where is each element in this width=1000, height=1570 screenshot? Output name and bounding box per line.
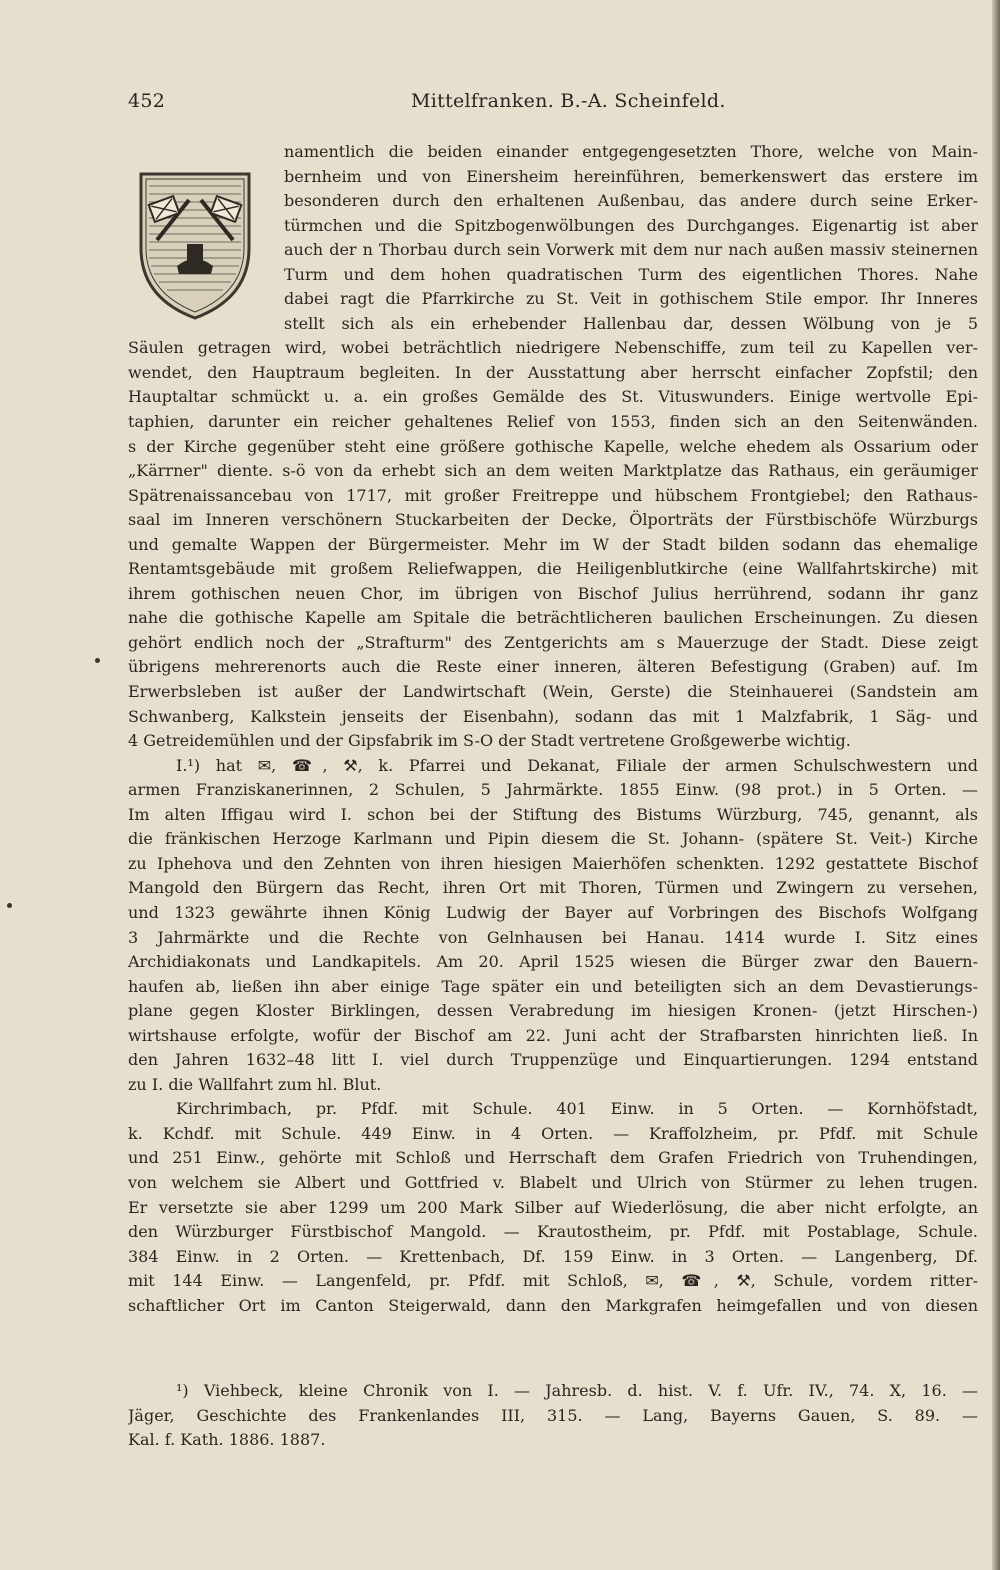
text-line: Er versetzte sie aber 1299 um 200 Mark Silber auf Wiederlösung, die aber nicht erfolgte, an <box>128 1197 978 1217</box>
footnote-line: Jäger, Geschichte des Frankenlandes III, 315. — Lang, Bayerns Gauen, S. 89. — <box>128 1405 978 1425</box>
text-line: Kirchrimbach, pr. Pfdf. mit Schule. 401 Einw. in 5 Orten. — Kornhöfstadt, <box>176 1099 978 1119</box>
text-line: taphien, darunter ein reicher gehaltenes Relief von 1553, finden sich an den Seitenwänden. <box>128 412 978 432</box>
text-line: Hauptaltar schmückt u. a. ein großes Gemälde des St. Vituswunders. Einige wertvolle Epi- <box>128 387 978 407</box>
text-line: wendet, den Hauptraum begleiten. In der Ausstattung aber herrscht einfacher Zopfstil; den <box>128 362 978 382</box>
margin-dot <box>7 903 12 908</box>
page-edge <box>992 0 1000 1570</box>
text-line: übrigens mehrerenorts auch die Reste einer inneren, älteren Befestigung (Graben) auf. Im <box>128 657 978 677</box>
text-line: k. Kchdf. mit Schule. 449 Einw. in 4 Orten. — Kraffolzheim, pr. Pfdf. mit Schule <box>128 1123 978 1143</box>
text-line: schaftlicher Ort im Canton Steigerwald, dann den Markgrafen heimgefallen und von diesen <box>128 1295 978 1315</box>
running-title: Mittelfranken. B.-A. Scheinfeld. <box>411 90 726 112</box>
text-line: wirtshause erfolgte, wofür der Bischof am 22. Juni acht der Strafbarsten hinrichten ließ. In <box>128 1025 978 1045</box>
text-line: haufen ab, ließen ihn aber einige Tage später ein und beteiligten sich an dem Devastierungs- <box>128 976 978 996</box>
footnote-line: ¹) Viehbeck, kleine Chronik von I. — Jahresb. d. hist. V. f. Ufr. IV., 74. X, 16. — <box>176 1381 978 1400</box>
text-line: und gemalte Wappen der Bürgermeister. Mehr im W der Stadt bilden sodann das ehemalige <box>128 534 978 554</box>
body-text <box>128 140 978 1318</box>
page-number: 452 <box>128 90 166 112</box>
text-line: Erwerbsleben ist außer der Landwirtschaft (Wein, Gerste) die Steinhauerei (Sandstein am <box>128 682 978 702</box>
text-line: Archidiakonats und Landkapitels. Am 20. April 1525 wiesen die Bürger zwar den Bauern- <box>128 952 978 972</box>
footnotes <box>128 1378 978 1452</box>
text-line: die fränkischen Herzoge Karlmann und Pipin diesem die St. Johann- (spätere St. Veit-) Kirche <box>128 829 978 849</box>
text-line: Mangold den Bürgern das Recht, ihren Ort mit Thoren, Türmen und Zwingern zu versehen, <box>128 878 978 898</box>
text-line: besonderen durch den erhaltenen Außenbau, das andere durch seine Erker- <box>284 191 978 211</box>
text-line: saal im Inneren verschönern Stuckarbeiten der Decke, Ölporträts der Fürstbischöfe Würzburgs <box>128 510 978 530</box>
text-line: 4 Getreidemühlen und der Gipsfabrik im S-O der Stadt vertretene Großgewerbe wichtig. <box>128 731 851 751</box>
text-line: den Jahren 1632–48 litt I. viel durch Truppenzüge und Einquartierungen. 1294 entstand <box>128 1050 978 1070</box>
text-line: auch der n Thorbau durch sein Vorwerk mit dem nur nach außen massiv steinernen <box>284 240 978 260</box>
margin-dot <box>95 658 100 663</box>
text-line: armen Franziskanerinnen, 2 Schulen, 5 Jahrmärkte. 1855 Einw. (98 prot.) in 5 Orten. — <box>128 780 978 800</box>
text-line: bernheim und von Einersheim hereinführen, bemerkenswert das erstere im <box>284 166 978 186</box>
text-line: mit 144 Einw. — Langenfeld, pr. Pfdf. mit Schloß, ✉, ☎, ⚒, Schule, vordem ritter- <box>128 1271 978 1291</box>
text-line: türmchen und die Spitzbogenwölbungen des Durchganges. Eigenartig ist aber <box>284 215 978 235</box>
text-line: Schwanberg, Kalkstein jenseits der Eisenbahn), sodann das mit 1 Malzfabrik, 1 Säg- und <box>128 706 978 726</box>
text-line: ihrem gothischen neuen Chor, im übrigen von Bischof Julius herrührend, sodann ihr ganz <box>128 583 978 603</box>
text-line: Spätrenaissancebau von 1717, mit großer Freitreppe und hübschem Frontgiebel; den Rathaus- <box>128 485 978 505</box>
text-line: s der Kirche gegenüber steht eine größere gothische Kapelle, welche ehedem als Ossarium oder <box>128 436 978 456</box>
text-line: und 1323 gewährte ihnen König Ludwig der Bayer auf Vorbringen des Bischofs Wolfgang <box>128 902 978 922</box>
text-line: „Kärrner" diente. s-ö von da erhebt sich an dem weiten Marktplatze das Rathaus, ein geräumiger <box>128 461 978 481</box>
text-line: I.¹) hat ✉, ☎, ⚒, k. Pfarrei und Dekanat, Filiale der armen Schulschwestern und <box>176 755 978 775</box>
text-line: Turm und dem hohen quadratischen Turm des eigentlichen Thores. Nahe <box>284 264 978 284</box>
text-line: namentlich die beiden einander entgegengesetzten Thore, welche von Main- <box>284 142 978 161</box>
text-line: 384 Einw. in 2 Orten. — Krettenbach, Df. 159 Einw. in 3 Orten. — Langenberg, Df. <box>128 1246 978 1266</box>
text-line: plane gegen Kloster Birklingen, dessen Verabredung im hiesigen Kronen- (jetzt Hirschen-) <box>128 1001 978 1021</box>
text-line: zu Iphehova und den Zehnten von ihren hiesigen Maierhöfen schenkten. 1292 gestattete Bischof <box>128 853 978 873</box>
text-line: nahe die gothische Kapelle am Spitale die beträchtlicheren baulichen Erscheinungen. Zu diesen <box>128 608 978 628</box>
text-line: Im alten Iffigau wird I. schon bei der Stiftung des Bistums Würzburg, 745, genannt, als <box>128 804 978 824</box>
footnote-line: Kal. f. Kath. 1886. 1887. <box>128 1430 326 1450</box>
text-line: stellt sich als ein erhebender Hallenbau dar, dessen Wölbung von je 5 <box>284 313 978 333</box>
text-line: gehört endlich noch der „Strafturm" des Zentgerichts am s Mauerzuge der Stadt. Diese zeigt <box>128 632 978 652</box>
text-line: 3 Jahrmärkte und die Rechte von Gelnhausen bei Hanau. 1414 wurde I. Sitz eines <box>128 927 978 947</box>
text-line: Säulen getragen wird, wobei beträchtlich niedrigere Nebenschiffe, zum teil zu Kapellen ver- <box>128 338 978 358</box>
text-line: zu I. die Wallfahrt zum hl. Blut. <box>128 1074 382 1094</box>
text-line: von welchem sie Albert und Gottfried v. Blabelt und Ulrich von Stürmer zu lehen trugen. <box>128 1172 978 1192</box>
text-line: Rentamtsgebäude mit großem Reliefwappen, die Heiligenblutkirche (eine Wallfahrtskirche) mit <box>128 559 978 579</box>
text-line: und 251 Einw., gehörte mit Schloß und Herrschaft dem Grafen Friedrich von Truhendingen, <box>128 1148 978 1168</box>
text-line: dabei ragt die Pfarrkirche zu St. Veit in gothischem Stile empor. Ihr Inneres <box>284 289 978 309</box>
text-line: den Würzburger Fürstbischof Mangold. — Krautostheim, pr. Pfdf. mit Postablage, Schule. <box>128 1222 978 1242</box>
